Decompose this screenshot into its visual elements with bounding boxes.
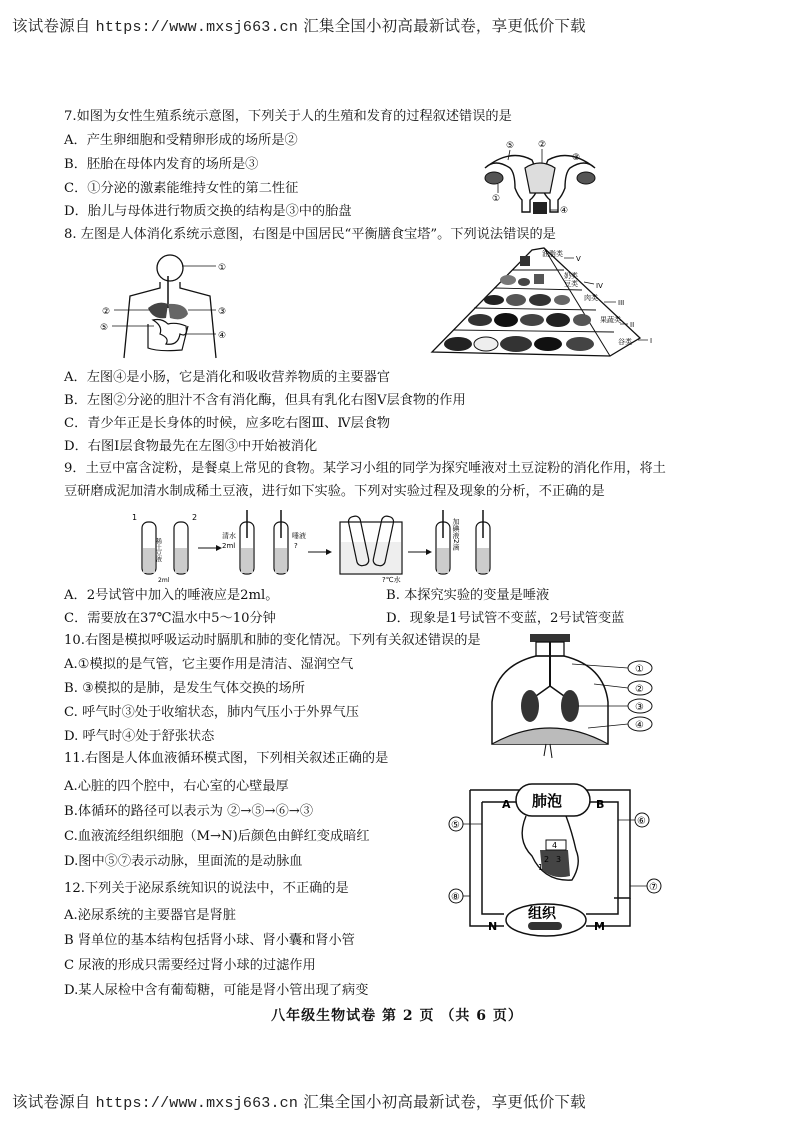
fig10-mark-2: ② bbox=[635, 684, 644, 695]
q9-stem-line2: 豆研磨成泥加清水制成稀土豆液，进行如下实验。下列对实验过程及现象的分析，不正确的是 bbox=[64, 484, 605, 499]
pyramid-level-i: I bbox=[650, 337, 653, 345]
pyramid-label-meat: 肉类 bbox=[584, 294, 598, 302]
q8-option-c: C．青少年正是长身体的时候，应多吃右图Ⅲ、Ⅳ层食物 bbox=[64, 416, 391, 431]
q9-option-a: A．2号试管中加入的唾液应是2ml。 bbox=[64, 588, 279, 603]
fig10-mark-1: ① bbox=[635, 664, 644, 675]
fig9-tube2-label: 2 bbox=[192, 513, 198, 522]
pyramid-level-iii: III bbox=[618, 299, 625, 307]
q11-option-d: D.图中⑤⑦表示动脉，里面流的是动脉血 bbox=[64, 854, 303, 869]
fig7-mark-3: ③ bbox=[572, 153, 581, 163]
q10-option-d: D. 呼气时④处于舒张状态 bbox=[64, 729, 215, 744]
fig11-chamber-4: 4 bbox=[552, 841, 558, 850]
fig8-mark-1: ① bbox=[218, 263, 227, 273]
q12-option-b: B 肾单位的基本结构包括肾小球、肾小囊和肾小管 bbox=[64, 933, 355, 948]
fig11-n-label: N bbox=[488, 920, 498, 933]
q11-stem: 11.右图是人体血液循环模式图，下列相关叙述正确的是 bbox=[64, 751, 389, 766]
bottom-banner-source-label: 该试卷源自 bbox=[12, 1093, 91, 1111]
q12-option-d: D.某人尿检中含有葡萄糖，可能是肾小管出现了病变 bbox=[64, 983, 369, 998]
fig7-mark-5: ⑤ bbox=[506, 141, 515, 151]
fig8-mark-4: ④ bbox=[218, 331, 227, 341]
female-reproductive-figure bbox=[470, 138, 610, 220]
fig8-mark-2: ② bbox=[102, 307, 111, 317]
starch-experiment-figure bbox=[128, 508, 508, 584]
fig11-a-label: A bbox=[502, 798, 511, 811]
bottom-banner-url[interactable]: https://www.mxsj663.cn bbox=[95, 1095, 299, 1112]
q7-option-c: C．①分泌的激素能维持女性的第二性征 bbox=[64, 181, 299, 196]
pyramid-label-dairy: 奶类 bbox=[564, 272, 578, 280]
bottom-banner-slogan: 汇集全国小初高最新试卷，享更低价下载 bbox=[303, 1093, 586, 1111]
top-banner bbox=[12, 14, 586, 36]
fig9-water-amount: 2ml bbox=[222, 542, 236, 550]
q8-stem: 8. 左图是人体消化系统示意图，右图是中国居民“平衡膳食宝塔”。下列说法错误的是 bbox=[64, 227, 556, 242]
banner-url[interactable]: https://www.mxsj663.cn bbox=[95, 19, 299, 36]
q10-option-b: B. ③模拟的是肺，是发生气体交换的场所 bbox=[64, 681, 305, 696]
fig9-liquid-amount: 2ml bbox=[158, 577, 170, 584]
fig9-tube1-label: 1 bbox=[132, 513, 138, 522]
q11-option-c: C.血液流经组织细胞（M→N)后颜色由鲜红变成暗红 bbox=[64, 829, 370, 844]
q9-option-d: D．现象是1号试管不变蓝，2号试管变蓝 bbox=[386, 611, 625, 626]
q10-option-a: A.①模拟的是气管，它主要作用是清洁、湿润空气 bbox=[64, 657, 354, 672]
fig11-mark-6: ⑥ bbox=[637, 816, 646, 827]
fig11-mark-5: ⑤ bbox=[451, 820, 460, 831]
q12-option-c: C 尿液的形成只需要经过肾小球的过滤作用 bbox=[64, 958, 316, 973]
q8-option-b: B．左图②分泌的胆汁不含有消化酶，但具有乳化右图Ⅴ层食物的作用 bbox=[64, 393, 466, 408]
bottom-banner bbox=[12, 1090, 586, 1112]
pyramid-label-oil: 油脂类 bbox=[542, 250, 563, 258]
fig11-mark-8: ⑧ bbox=[451, 892, 460, 903]
bell-jar-figure bbox=[478, 632, 678, 760]
fig11-chamber-1: 1 bbox=[538, 863, 544, 872]
fig7-mark-4: ④ bbox=[560, 206, 569, 216]
fig9-liquid-label: 稀土豆液 bbox=[154, 538, 162, 562]
q11-option-a: A.心脏的四个腔中，右心室的心壁最厚 bbox=[64, 779, 289, 794]
banner-slogan: 汇集全国小初高最新试卷，享更低价下载 bbox=[303, 17, 586, 35]
q11-option-b: B.体循环的路径可以表示为 ②→⑤→⑥→③ bbox=[64, 804, 314, 819]
q9-option-c: C．需要放在37℃温水中5～10分钟 bbox=[64, 611, 276, 626]
fig9-saliva-amount: ? bbox=[294, 542, 298, 550]
q10-option-c: C. 呼气时③处于收缩状态，肺内气压小于外界气压 bbox=[64, 705, 359, 720]
fig11-mark-7: ⑦ bbox=[649, 882, 658, 893]
fig11-m-label: M bbox=[594, 920, 605, 933]
fig10-mark-4: ④ bbox=[635, 720, 644, 731]
fig10-mark-3: ③ bbox=[635, 702, 644, 713]
fig11-tissue-label: 组织 bbox=[528, 906, 556, 922]
food-pyramid-figure bbox=[424, 244, 656, 366]
q9-option-b: B. 本探究实验的变量是唾液 bbox=[386, 588, 550, 603]
banner-source-label: 该试卷源自 bbox=[12, 17, 91, 35]
fig9-water-label: 清水 bbox=[222, 532, 236, 540]
page-footer: 八年级生物试卷 第 2 页 （共 6 页） bbox=[271, 1008, 523, 1024]
q12-stem: 12.下列关于泌尿系统知识的说法中，不正确的是 bbox=[64, 881, 349, 896]
pyramid-label-bean: 豆类 bbox=[564, 280, 578, 288]
fig11-b-label: B bbox=[596, 798, 605, 811]
q7-stem: 7.如图为女性生殖系统示意图，下列关于人的生殖和发育的过程叙述错误的是 bbox=[64, 109, 512, 124]
fig8-mark-3: ③ bbox=[218, 307, 227, 317]
q9-stem-line1: 9．土豆中富含淀粉，是餐桌上常见的食物。某学习小组的同学为探究唾液对土豆淀粉的消化作用，将土 bbox=[64, 461, 666, 476]
pyramid-level-v: V bbox=[576, 255, 581, 263]
fig7-mark-1: ① bbox=[492, 194, 501, 204]
blood-circulation-figure bbox=[446, 780, 666, 942]
fig9-saliva-label: 唾液 bbox=[292, 532, 306, 540]
fig11-chamber-3: 3 bbox=[556, 855, 562, 864]
digestive-system-figure bbox=[98, 248, 238, 360]
q7-option-a: A．产生卵细胞和受精卵形成的场所是② bbox=[64, 133, 298, 148]
q12-option-a: A.泌尿系统的主要器官是肾脏 bbox=[64, 908, 236, 923]
pyramid-level-iv: IV bbox=[596, 282, 603, 290]
fig9-iodine-label: 加碘液2滴 bbox=[452, 518, 460, 551]
fig11-lung-label: 肺泡 bbox=[532, 792, 563, 810]
pyramid-label-grain: 谷类 bbox=[618, 338, 632, 346]
q8-option-a: A．左图④是小肠，它是消化和吸收营养物质的主要器官 bbox=[64, 370, 391, 385]
q7-option-b: B．胚胎在母体内发育的场所是③ bbox=[64, 157, 259, 172]
q8-option-d: D．右图Ⅰ层食物最先在左图③中开始被消化 bbox=[64, 439, 318, 454]
q7-option-d: D．胎儿与母体进行物质交换的结构是③中的胎盘 bbox=[64, 204, 352, 219]
pyramid-level-ii: II bbox=[630, 321, 635, 329]
fig7-mark-2: ② bbox=[538, 140, 547, 150]
q10-stem: 10.右图是模拟呼吸运动时膈肌和肺的变化情况。下列有关叙述错误的是 bbox=[64, 633, 481, 648]
fig8-mark-5: ⑤ bbox=[100, 323, 109, 333]
fig11-chamber-2: 2 bbox=[544, 855, 550, 864]
pyramid-label-fruitveg: 果蔬类 bbox=[600, 316, 621, 324]
fig9-temp-label: ?℃水 bbox=[382, 576, 401, 584]
